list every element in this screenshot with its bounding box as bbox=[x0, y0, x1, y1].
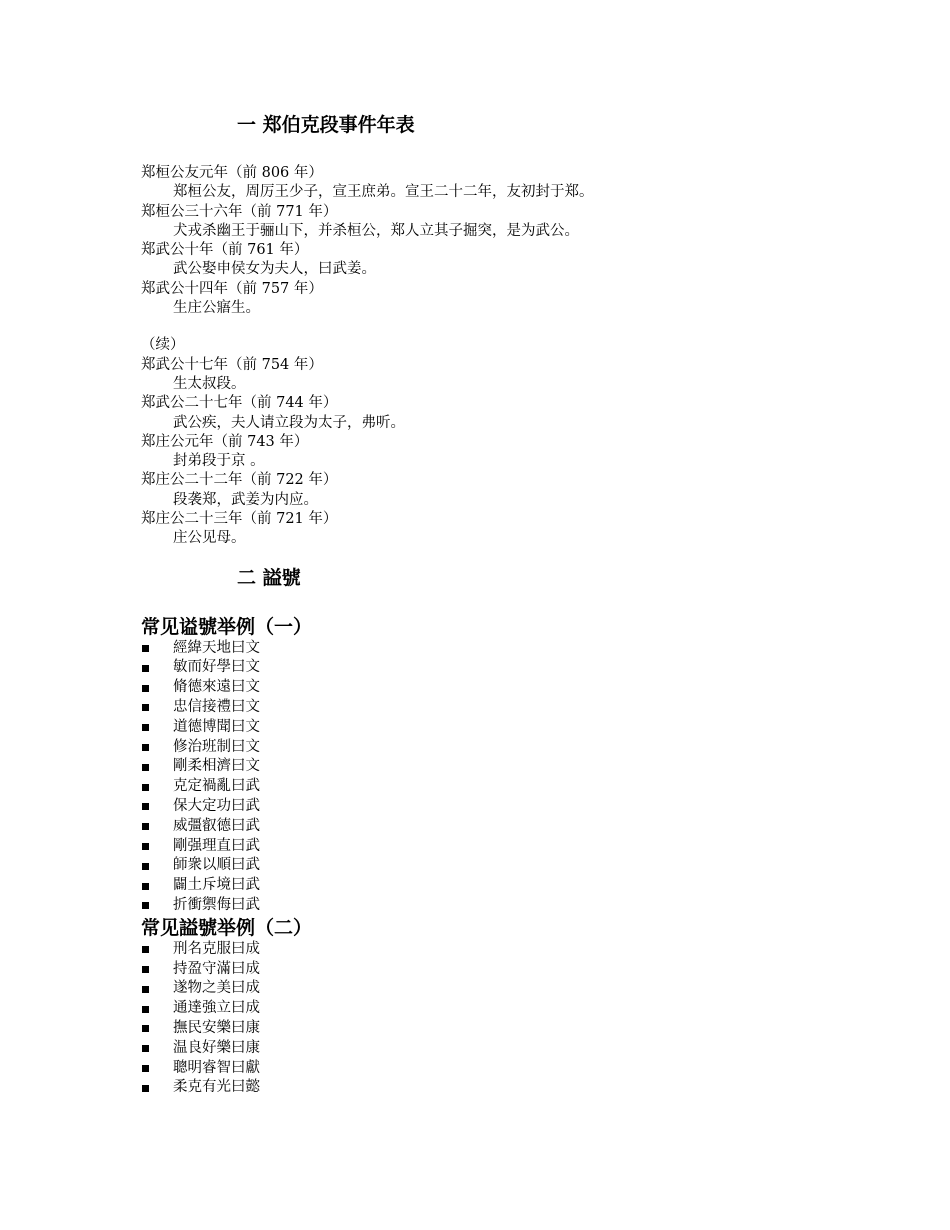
timeline-year: 郑桓公友元年（前 806 年） bbox=[141, 165, 323, 181]
timeline-event: 封弟段于京 。 bbox=[173, 453, 265, 470]
list-item bbox=[141, 940, 841, 960]
list-item-text: 温良好樂曰康 bbox=[173, 1039, 260, 1056]
list-item-text: 剛柔相濟曰文 bbox=[173, 758, 260, 775]
list-item bbox=[141, 777, 841, 797]
list-item bbox=[141, 856, 841, 876]
list-item-text: 柔克有光曰懿 bbox=[173, 1079, 260, 1096]
list-item-text: 遂物之美曰成 bbox=[173, 980, 260, 997]
timeline-event: 犬戎杀幽王于骊山下，并杀桓公，郑人立其子掘突，是为武公。 bbox=[173, 222, 579, 239]
list-item bbox=[141, 1078, 841, 1098]
list-item bbox=[141, 960, 841, 980]
square-bullet-icon bbox=[142, 665, 149, 672]
document-page bbox=[141, 110, 841, 1098]
list-item bbox=[141, 658, 841, 678]
square-bullet-icon bbox=[142, 843, 149, 850]
square-bullet-icon bbox=[142, 764, 149, 771]
square-bullet-icon bbox=[142, 645, 149, 652]
square-bullet-icon bbox=[142, 823, 149, 830]
square-bullet-icon bbox=[142, 1025, 149, 1032]
list-item-text: 撫民安樂曰康 bbox=[173, 1019, 260, 1036]
square-bullet-icon bbox=[142, 784, 149, 791]
list-item bbox=[141, 876, 841, 896]
square-bullet-icon bbox=[142, 966, 149, 973]
square-bullet-icon bbox=[142, 1006, 149, 1013]
list-item-text: 脩德來遠曰文 bbox=[173, 679, 260, 696]
square-bullet-icon bbox=[142, 1065, 149, 1072]
list-item-text: 通達強立曰成 bbox=[173, 1000, 260, 1017]
list-item bbox=[141, 639, 841, 659]
timeline-part-1 bbox=[141, 164, 841, 318]
section1-title: 一 郑伯克段事件年表 bbox=[237, 114, 415, 136]
list-item bbox=[141, 1019, 841, 1039]
timeline-year: 郑庄公元年（前 743 年） bbox=[141, 433, 309, 450]
square-bullet-icon bbox=[142, 1085, 149, 1092]
list-item-text: 刑名克服曰成 bbox=[173, 940, 260, 957]
group1-title: 常见谥號举例（一） bbox=[141, 615, 313, 638]
timeline-year: 郑武公十四年（前 757 年） bbox=[141, 280, 323, 297]
timeline-event: 武公疾，夫人请立段为太子，弗听。 bbox=[173, 414, 405, 431]
square-bullet-icon bbox=[142, 704, 149, 711]
list-item-text: 道德博聞曰文 bbox=[173, 718, 260, 735]
square-bullet-icon bbox=[142, 803, 149, 810]
list-item-text: 保大定功曰武 bbox=[173, 798, 260, 815]
square-bullet-icon bbox=[142, 744, 149, 751]
list-item bbox=[141, 718, 841, 738]
list-item-text: 折衝禦侮曰武 bbox=[173, 897, 260, 913]
square-bullet-icon bbox=[142, 863, 149, 870]
timeline-event: 武公娶申侯女为夫人，曰武姜。 bbox=[173, 261, 376, 278]
timeline-year: 郑庄公二十三年（前 721 年） bbox=[141, 511, 338, 528]
list-item bbox=[141, 1039, 841, 1059]
list-item-text: 敏而好學曰文 bbox=[173, 659, 260, 676]
square-bullet-icon bbox=[142, 883, 149, 890]
list-item-text: 經緯天地曰文 bbox=[173, 639, 260, 656]
list-item-text: 師衆以順曰武 bbox=[173, 857, 260, 874]
timeline-event: 郑桓公友，周厉王少子，宣王庶弟。宣王二十二年，友初封于郑。 bbox=[173, 184, 594, 201]
square-bullet-icon bbox=[142, 946, 149, 953]
square-bullet-icon bbox=[142, 986, 149, 993]
list-item bbox=[141, 797, 841, 817]
list-item bbox=[141, 999, 841, 1019]
list-item-text: 修治班制曰文 bbox=[173, 738, 260, 755]
list-item-text: 剛强理直曰武 bbox=[173, 837, 260, 854]
timeline-event: 生庄公寤生。 bbox=[173, 300, 260, 317]
list-item-text: 威彊叡德曰武 bbox=[173, 817, 260, 834]
list-item bbox=[141, 837, 841, 857]
list-item bbox=[141, 698, 841, 718]
timeline-year: 郑武公十年（前 761 年） bbox=[141, 242, 309, 259]
section2-title: 二 謚號 bbox=[237, 566, 301, 589]
square-bullet-icon bbox=[142, 685, 149, 692]
list-item-text: 持盈守滿曰成 bbox=[173, 960, 260, 977]
timeline-year: 郑武公十七年（前 754 年） bbox=[141, 356, 323, 373]
list-item bbox=[141, 979, 841, 999]
list-item bbox=[141, 757, 841, 777]
timeline-part-2 bbox=[141, 356, 841, 549]
group2-title: 常见謚號举例（二） bbox=[141, 916, 313, 939]
group2-list bbox=[141, 940, 841, 1098]
square-bullet-icon bbox=[142, 724, 149, 731]
list-item bbox=[141, 738, 841, 758]
timeline-event: 庄公见母。 bbox=[173, 530, 246, 547]
list-item-text: 闢土斥境曰武 bbox=[173, 877, 260, 894]
list-item bbox=[141, 1059, 841, 1079]
timeline-event: 生太叔段。 bbox=[173, 375, 246, 392]
timeline-year: 郑武公二十七年（前 744 年） bbox=[141, 395, 338, 412]
list-item bbox=[141, 817, 841, 837]
timeline-event: 段袭郑，武姜为内应。 bbox=[173, 491, 318, 508]
timeline-year: 郑桓公三十六年（前 771 年） bbox=[141, 203, 338, 220]
square-bullet-icon bbox=[142, 902, 149, 909]
group1-list bbox=[141, 639, 841, 916]
list-item-text: 克定禍亂曰武 bbox=[173, 778, 260, 795]
list-item-text: 聰明睿智曰獻 bbox=[173, 1059, 260, 1076]
timeline-year: 郑庄公二十二年（前 722 年） bbox=[141, 472, 338, 489]
list-item bbox=[141, 678, 841, 698]
square-bullet-icon bbox=[142, 1045, 149, 1052]
list-item bbox=[141, 896, 841, 916]
list-item-text: 忠信接禮曰文 bbox=[173, 699, 260, 716]
continued-label: （续） bbox=[141, 337, 185, 354]
